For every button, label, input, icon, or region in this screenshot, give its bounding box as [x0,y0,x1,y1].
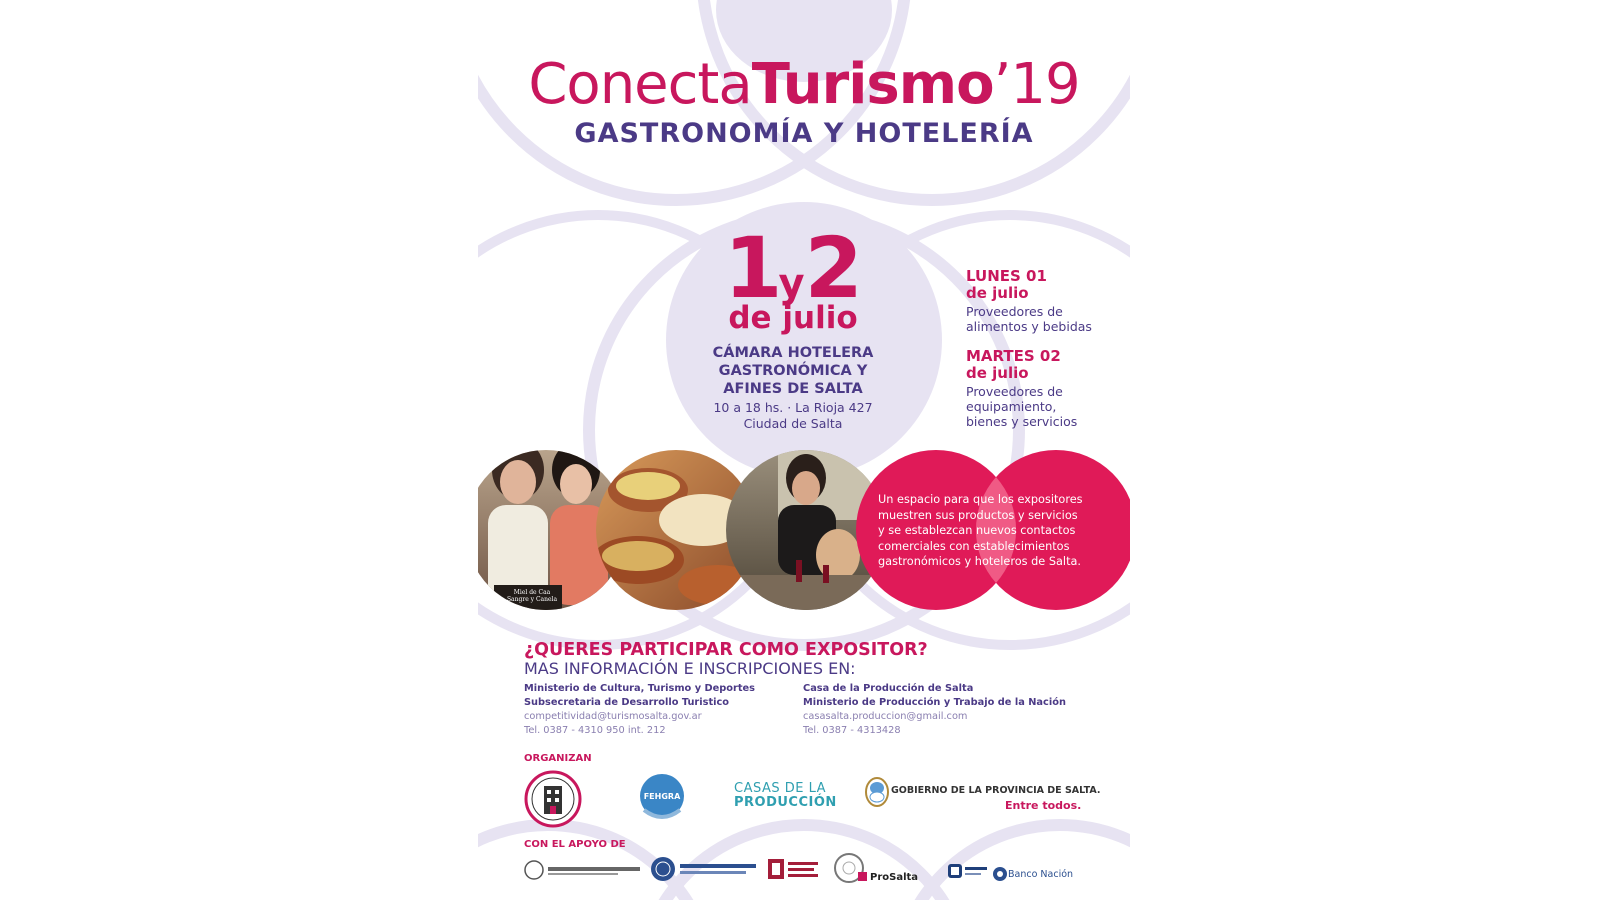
supporter-logo-2 [650,856,760,882]
supporter-logo-5 [946,862,992,886]
banco-nacion-logo: Banco Nación [1008,869,1074,880]
prosalta-logo: ProSalta [870,872,919,883]
cta-info: MAS INFORMACIÓN E INSCRIPCIONES EN: [524,659,856,678]
photo-sign: Miel de Caa Sangre y Canela [506,589,558,603]
cta-question: ¿QUERES PARTICIPAR COMO EXPOSITOR? [524,640,928,660]
fehgra-logo [630,772,694,824]
venue-name: CÁMARA HOTELERA GASTRONÓMICA Y AFINES DE SALTA [712,345,874,397]
schedule-day-2: MARTES 02 de julio [966,347,1061,382]
venue-hours: 10 a 18 hs. · La Rioja 427 [713,400,873,415]
contact-ministerio: Ministerio de Cultura, Turismo y Deportes Subsecretaria de Desarrollo Turistico competitividad@turismosalta.gov.ar Tel. 0387 - 4310 950 int. 212 [524,683,756,736]
camara-hotelera-logo [524,770,582,828]
casas-produccion-logo: CASAS DE LA PRODUCCIÓN [734,781,837,810]
event-dates: 1y2 [724,219,859,317]
contact-phone: Tel. 0387 - 4313428 [803,725,901,736]
gobierno-tagline: Entre todos. [1005,799,1082,812]
contact-phone: Tel. 0387 - 4310 950 int. 212 [524,725,666,736]
salta-shield-icon [864,776,890,808]
contact-email[interactable]: casasalta.produccion@gmail.com [803,711,968,722]
schedule-day-1-desc: Proveedores de alimentos y bebidas [966,304,1092,334]
contact-casa-produccion: Casa de la Producción de Salta Ministerio de Producción y Trabajo de la Nación casasalta.produccion@gmail.com Tel. 0387 - 4313428 [803,683,1066,736]
event-description: Un espacio para que los expositores muestren sus productos y servicios y se establezcan nuevos contactos comerciales con establecimientos gastronómicos y hoteleros de Salta. [878,493,1083,569]
svg-text:FEHGRA: FEHGRA [643,792,681,801]
venue-city: Ciudad de Salta [743,416,843,431]
gobierno-salta-logo: GOBIERNO DE LA PROVINCIA DE SALTA. [891,785,1101,796]
event-month: de julio [728,300,858,336]
poster-subtitle: GASTRONOMÍA Y HOTELERÍA [574,118,1034,149]
prosalta-icon [858,872,867,881]
organizers-label: ORGANIZAN [524,753,592,764]
banco-nacion-icon [992,866,1008,882]
supporter-logo-3 [766,856,822,882]
contact-email[interactable]: competitividad@turismosalta.gov.ar [524,711,702,722]
schedule-day-1: LUNES 01 de julio [966,267,1047,302]
schedule-day-2-desc: Proveedores de equipamiento, bienes y servicios [966,384,1078,429]
event-poster [478,0,1130,900]
supporters-label: CON EL APOYO DE [524,839,626,850]
supporter-logo-1 [524,858,644,882]
poster-title: ConectaTurismo’19 [528,52,1080,117]
